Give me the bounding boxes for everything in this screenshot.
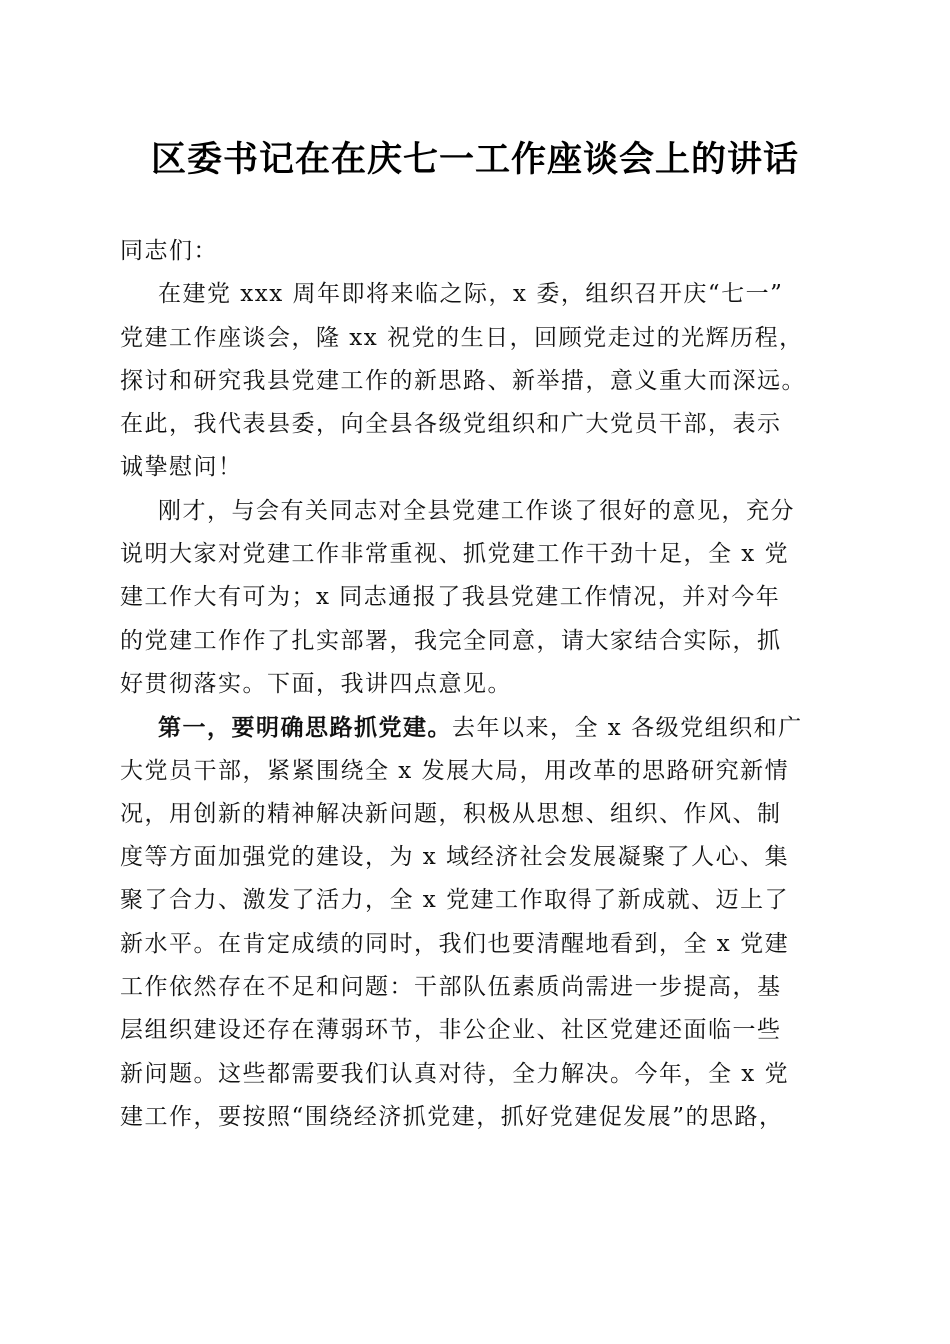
paragraph-line-text: 去年以来，全 x 各级党组织和广: [452, 715, 803, 742]
paragraph-line: 诚挚慰问！: [120, 454, 243, 481]
paragraph-line: 度等方面加强党的建设，为 x 域经济社会发展凝聚了人心、集: [120, 844, 790, 871]
salutation: 同志们：: [120, 238, 218, 264]
paragraph-line: 大党员干部，紧紧围绕全 x 发展大局，用改革的思路研究新情: [120, 757, 790, 784]
paragraph-line: 建工作，要按照“围绕经济抓党建，抓好党建促发展”的思路，: [120, 1103, 784, 1130]
section-heading: 第一，要明确思路抓党建。: [158, 714, 452, 742]
paragraph-line: 在建党 xxx 周年即将来临之际，x 委，组织召开庆“七一”: [158, 281, 784, 308]
paragraph-line: 刚才，与会有关同志对全县党建工作谈了很好的意见，充分: [158, 497, 795, 524]
paragraph-line: 在此，我代表县委，向全县各级党组织和广大党员干部，表示: [120, 411, 782, 438]
document-title: 区委书记在在庆七一工作座谈会上的讲话: [150, 139, 799, 180]
document-body: [120, 230, 840, 1139]
paragraph-line: 聚了合力、激发了活力，全 x 党建工作取得了新成就、迈上了: [120, 887, 790, 914]
paragraph-line: 新水平。在肯定成绩的同时，我们也要清醒地看到，全 x 党建: [120, 930, 790, 957]
paragraph-line: 新问题。这些都需要我们认真对待，全力解决。今年，全 x 党: [120, 1060, 790, 1087]
paragraph-line: 党建工作座谈会，隆 xx 祝党的生日，回顾党走过的光辉历程，: [120, 324, 804, 351]
paragraph-line: 的党建工作作了扎实部署，我完全同意，请大家结合实际，抓: [120, 627, 782, 654]
paragraph-line: 说明大家对党建工作非常重视、抓党建工作干劲十足，全 x 党: [120, 541, 790, 568]
paragraph-line: 层组织建设还存在薄弱环节，非公企业、社区党建还面临一些: [120, 1017, 782, 1044]
paragraph-line: [120, 706, 840, 749]
paragraph-line: 建工作大有可为；x 同志通报了我县党建工作情况，并对今年: [120, 584, 781, 611]
paragraph-line: 况，用创新的精神解决新问题，积极从思想、组织、作风、制: [120, 800, 782, 827]
paragraph-line: 好贯彻落实。下面，我讲四点意见。: [120, 670, 512, 697]
paragraph-line: 探讨和研究我县党建工作的新思路、新举措，意义重大而深远。: [120, 367, 806, 394]
paragraph-line: 工作依然存在不足和问题：干部队伍素质尚需进一步提高，基: [120, 974, 782, 1001]
